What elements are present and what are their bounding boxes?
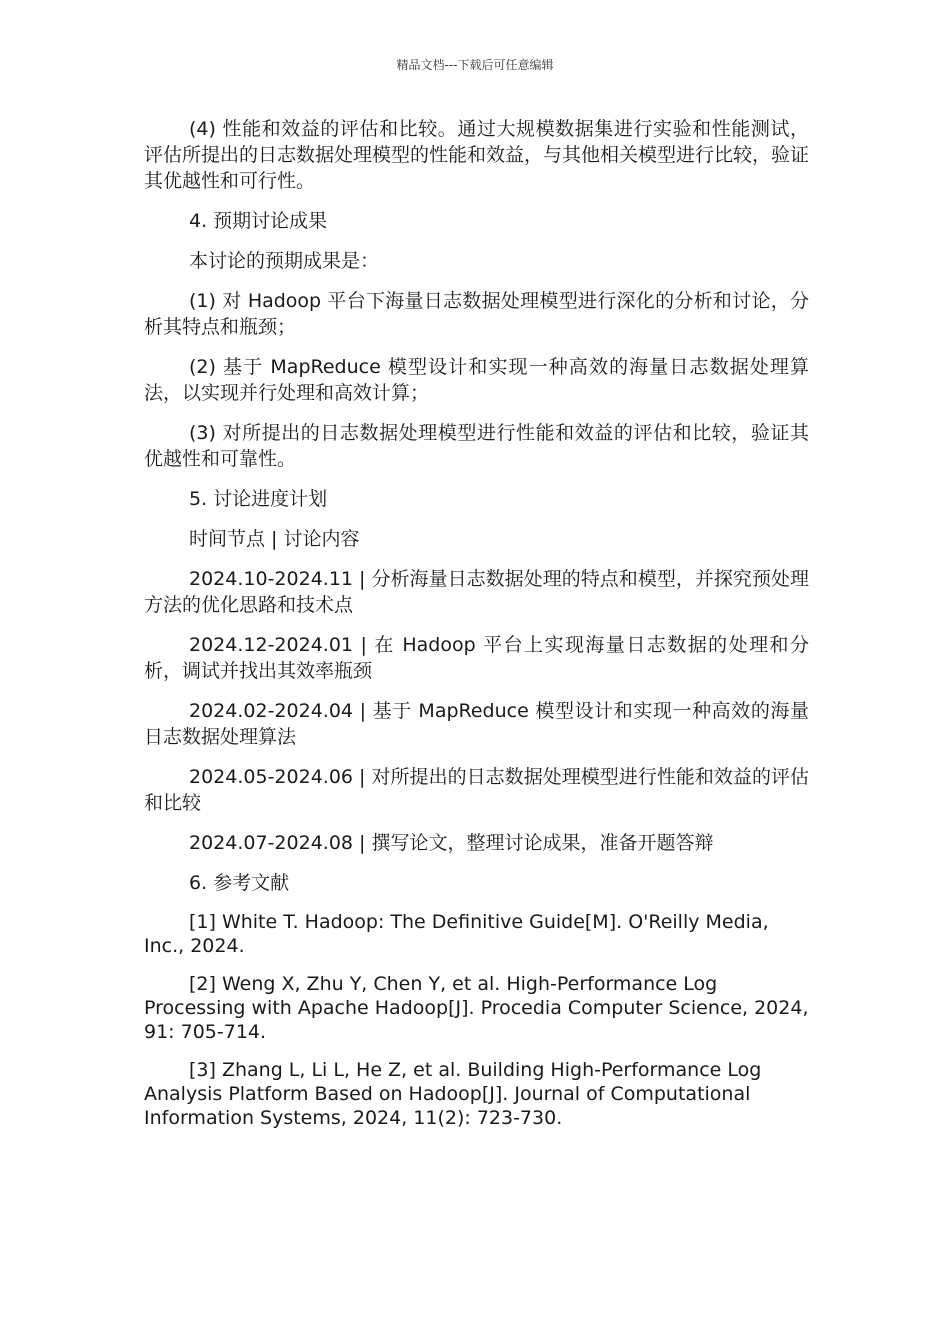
- section-heading-schedule: 5. 讨论进度计划: [189, 488, 328, 510]
- paragraph-expected-intro: 本讨论的预期成果是：: [189, 250, 380, 272]
- paragraph-evaluation: (4) 性能和效益的评估和比较。通过大规模数据集进行实验和性能测试，评估所提出的日志数据处理模型的性能和效益，与其他相关模型进行比较，验证其优越性和可行性。: [144, 118, 810, 192]
- reference-item-1: [1] White T. Hadoop: The Definitive Guide[M]. O'Reilly Media, Inc., 2024.: [144, 911, 769, 957]
- section-heading-expected-results: 4. 预期讨论成果: [189, 210, 328, 232]
- schedule-row-1: 2024.10-2024.11 | 分析海量日志数据处理的特点和模型，并探究预处理方法的优化思路和技术点: [144, 568, 809, 616]
- reference-item-2: [2] Weng X, Zhu Y, Chen Y, et al. High-Performance Log Processing with Apache Hadoop[J]. Procedia Computer Science, 2024, 91: 705-714.: [144, 973, 809, 1043]
- section-heading-references: 6. 参考文献: [189, 872, 290, 894]
- schedule-row-2: 2024.12-2024.01 | 在 Hadoop 平台上实现海量日志数据的处理和分析，调试并找出其效率瓶颈: [144, 634, 809, 682]
- document-body: [144, 116, 809, 1144]
- schedule-row-3: 2024.02-2024.04 | 基于 MapReduce 模型设计和实现一种高效的海量日志数据处理算法: [144, 700, 809, 748]
- schedule-row-4: 2024.05-2024.06 | 对所提出的日志数据处理模型进行性能和效益的评估和比较: [144, 766, 809, 814]
- reference-item-3: [3] Zhang L, Li L, He Z, et al. Building High-Performance Log Analysis Platform Based on Hadoop[J]. Journal of Computational Information Systems, 2024, 11(2): 723-730.: [144, 1059, 762, 1129]
- expected-result-item-3: (3) 对所提出的日志数据处理模型进行性能和效益的评估和比较，验证其优越性和可靠性。: [144, 422, 809, 470]
- schedule-row-5: 2024.07-2024.08 | 撰写论文，整理讨论成果，准备开题答辩: [189, 832, 714, 854]
- schedule-header-row: 时间节点 | 讨论内容: [189, 528, 360, 550]
- expected-result-item-1: (1) 对 Hadoop 平台下海量日志数据处理模型进行深化的分析和讨论，分析其特点和瓶颈；: [144, 290, 809, 338]
- page-header: 精品文档---下载后可任意编辑: [396, 58, 554, 72]
- expected-result-item-2: (2) 基于 MapReduce 模型设计和实现一种高效的海量日志数据处理算法，以实现并行处理和高效计算；: [144, 356, 809, 404]
